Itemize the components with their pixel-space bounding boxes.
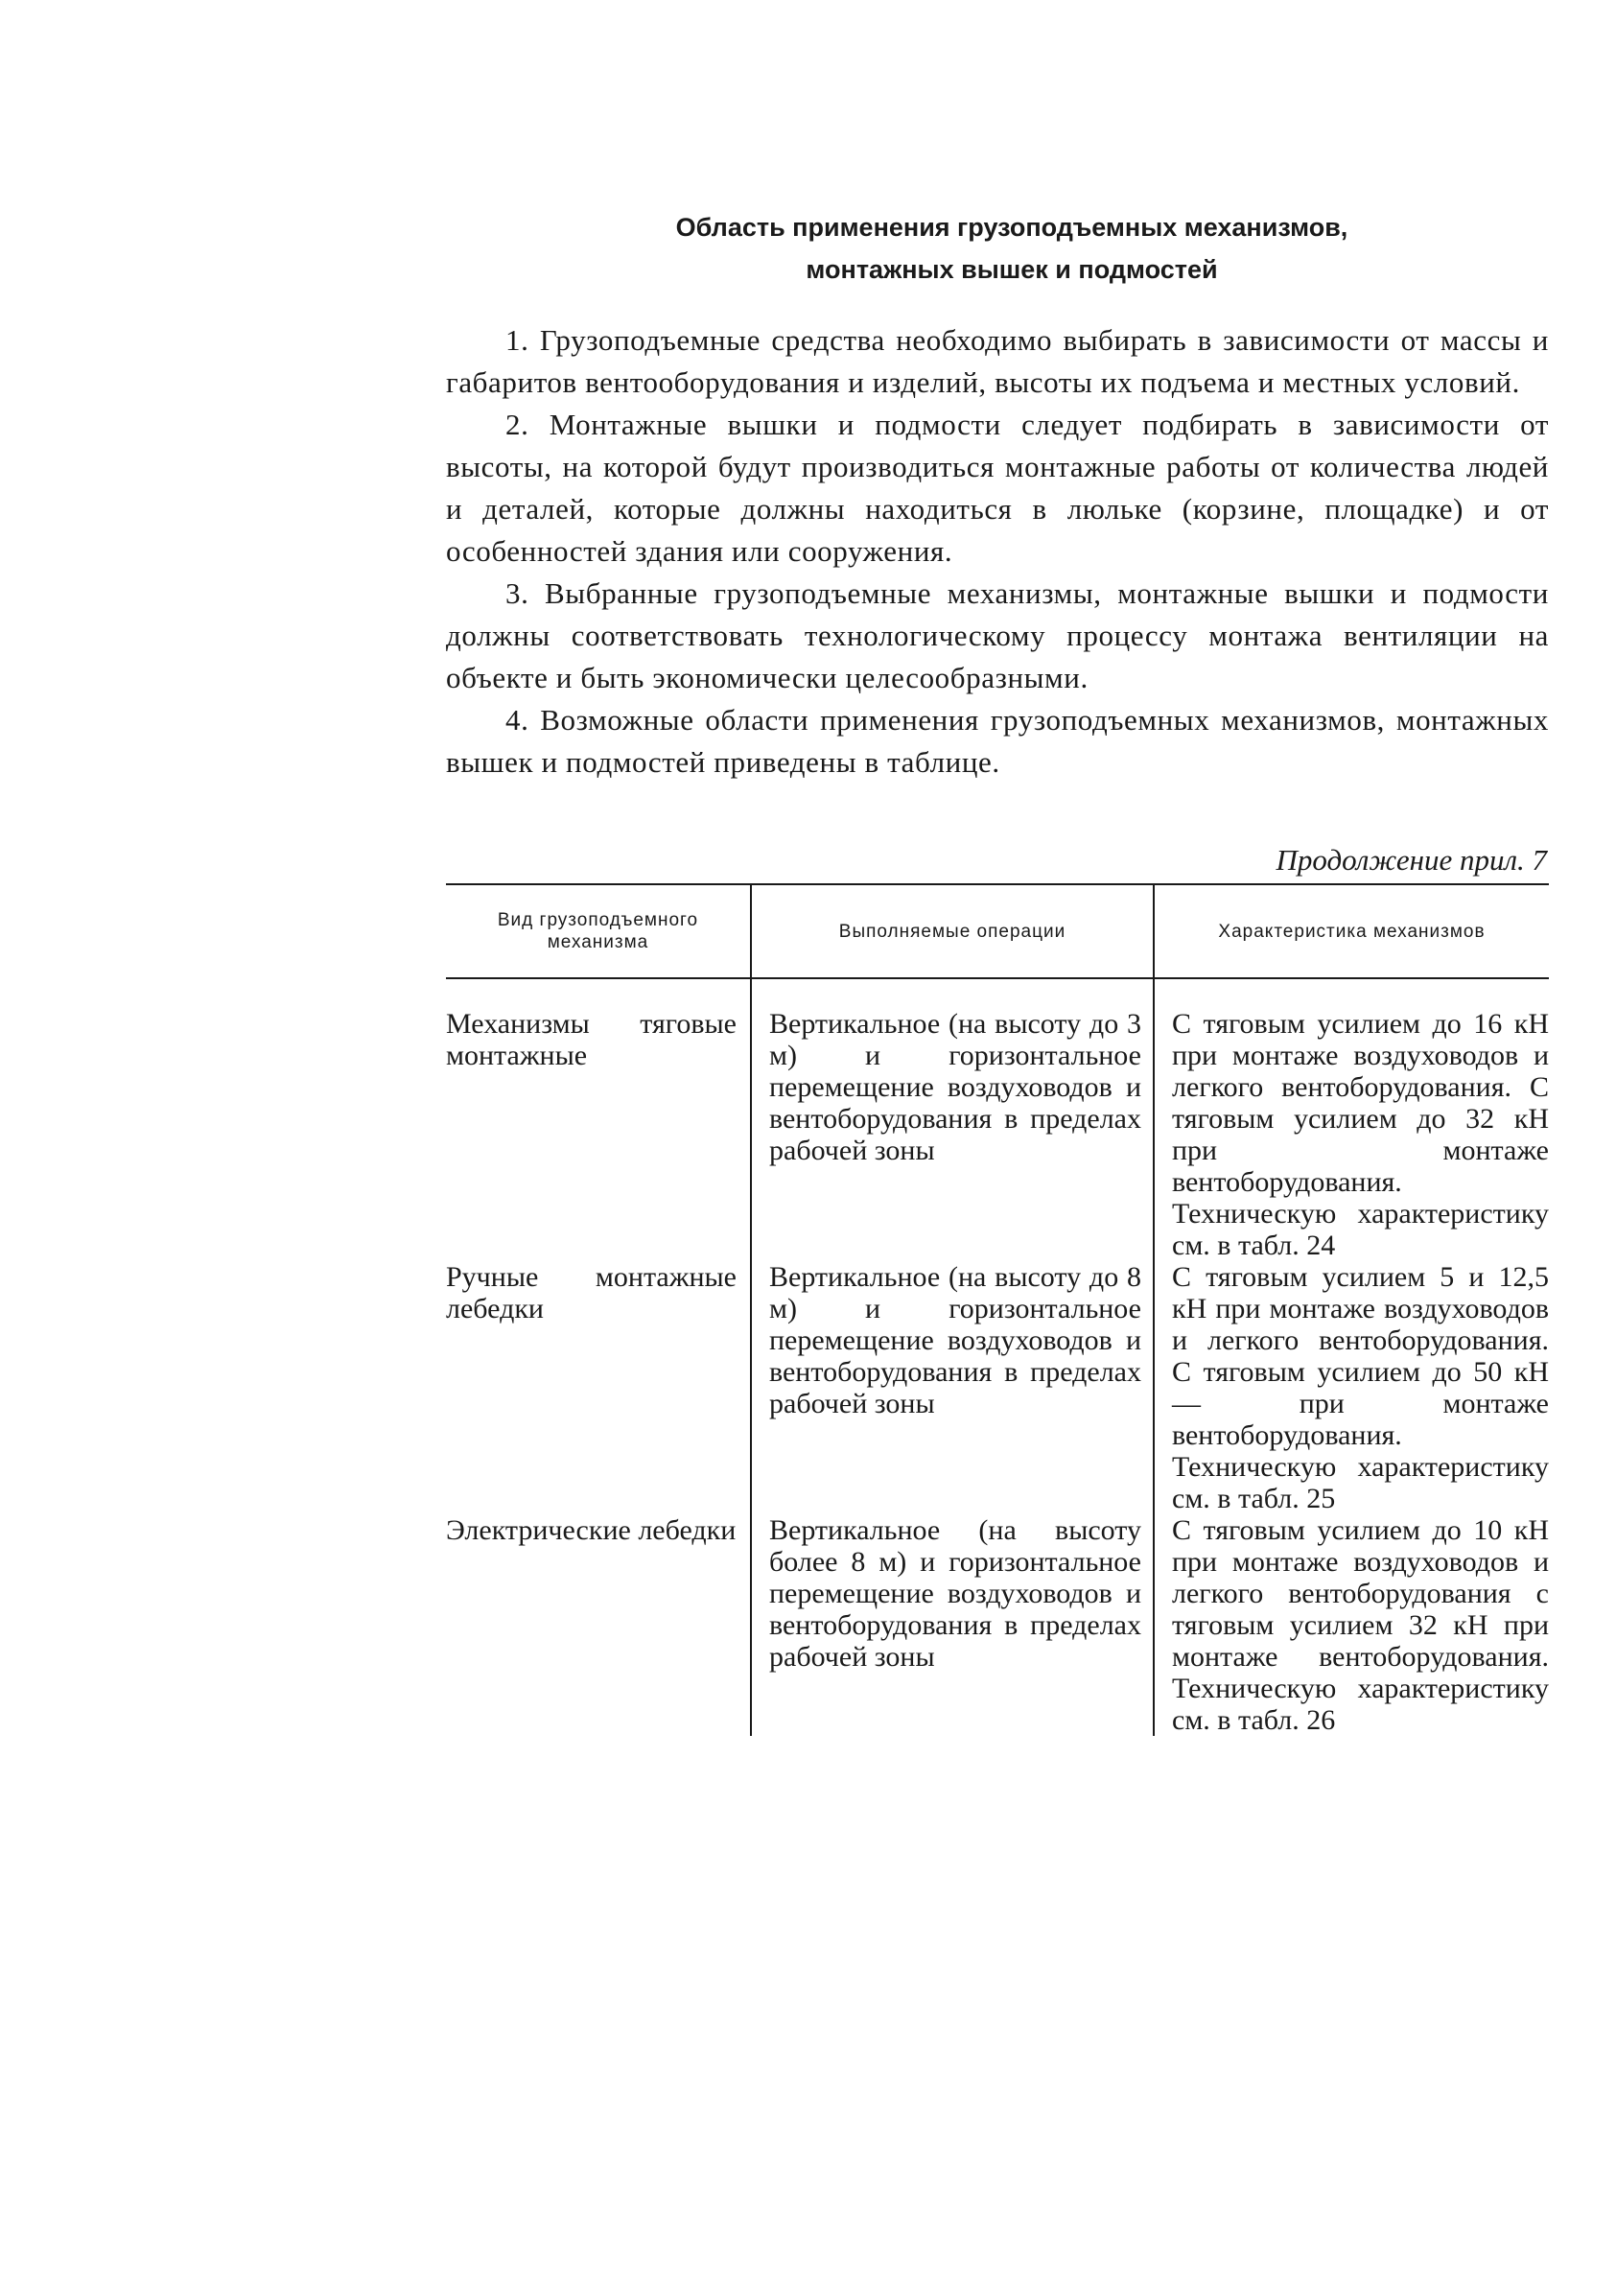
cell-characteristics: С тяговым усилием 5 и 12,5 кН при монтаже воздуховодов и легкого вентоборудования. С тяговым усилием до 50 кН — при монтаже вентоборудования. Техническую характеристику см. в табл. 25: [1154, 1261, 1549, 1514]
cell-operations: Вертикальное (на высоту более 8 м) и горизонтальное перемещение воздуховодов и вентоборудования в пределах рабочей зоны: [751, 1514, 1154, 1736]
header-characteristics: Характеристика механизмов: [1154, 884, 1549, 978]
table-header-row: [446, 884, 1549, 978]
table-row: [446, 1261, 1549, 1514]
cell-operations: Вертикальное (на высоту до 8 м) и горизонтальное перемещение воздуховодов и вентоборудования в пределах рабочей зоны: [751, 1261, 1154, 1514]
document-page: [446, 206, 1549, 1736]
paragraph-2: 2. Монтажные вышки и подмости следует подбирать в зависимости от высоты, на которой будут производиться монтажные работы от количества людей и деталей, которые должны находиться в люльке (корзине, площадке) и от особенностей здания или сооружения.: [446, 408, 1549, 568]
cell-operations: Вертикальное (на высоту до 3 м) и горизонтальное перемещение воздуховодов и вентоборудования в пределах рабочей зоны: [751, 1008, 1154, 1261]
table-row: [446, 1008, 1549, 1261]
title-line-1: Область применения грузоподъемных механизмов,: [675, 213, 1348, 242]
cell-mechanism-type: Ручные монтажные лебедки: [446, 1261, 737, 1324]
cell-mechanism-type: Механизмы тяговые монтажные: [446, 1008, 737, 1071]
page-title: [446, 206, 1549, 291]
paragraph-3: 3. Выбранные грузоподъемные механизмы, монтажные вышки и подмости должны соответствовать технологическому процессу монтажа вентиляции на объекте и быть экономически целесообразными.: [446, 576, 1549, 694]
header-operations: Выполняемые операции: [751, 884, 1154, 978]
cell-mechanism-type: Электрические лебедки: [446, 1514, 737, 1546]
cell-characteristics: С тяговым усилием до 16 кН при монтаже воздуховодов и легкого вентоборудования. С тяговым усилием до 32 кН при монтаже вентоборудования. Техническую характеристику см. в табл. 24: [1154, 1008, 1549, 1261]
continuation-label: Продолжение прил. 7: [1276, 843, 1547, 877]
title-line-2: монтажных вышек и подмостей: [806, 255, 1218, 284]
header-mechanism-type: Вид грузоподъемного механизма: [446, 884, 751, 978]
paragraph-4: 4. Возможные области применения грузоподъемных механизмов, монтажных вышек и подмостей приведены в таблице.: [446, 703, 1549, 779]
paragraph-1: 1. Грузоподъемные средства необходимо выбирать в зависимости от массы и габаритов вентооборудования и изделий, высоты их подъема и местных условий.: [446, 323, 1549, 399]
cell-characteristics: С тяговым усилием до 10 кН при монтаже воздуховодов и легкого вентоборудования с тяговым усилием 32 кН при монтаже вентоборудования. Техническую характеристику см. в табл. 26: [1154, 1514, 1549, 1736]
table-row: [446, 1514, 1549, 1736]
mechanisms-table: [446, 883, 1549, 1736]
